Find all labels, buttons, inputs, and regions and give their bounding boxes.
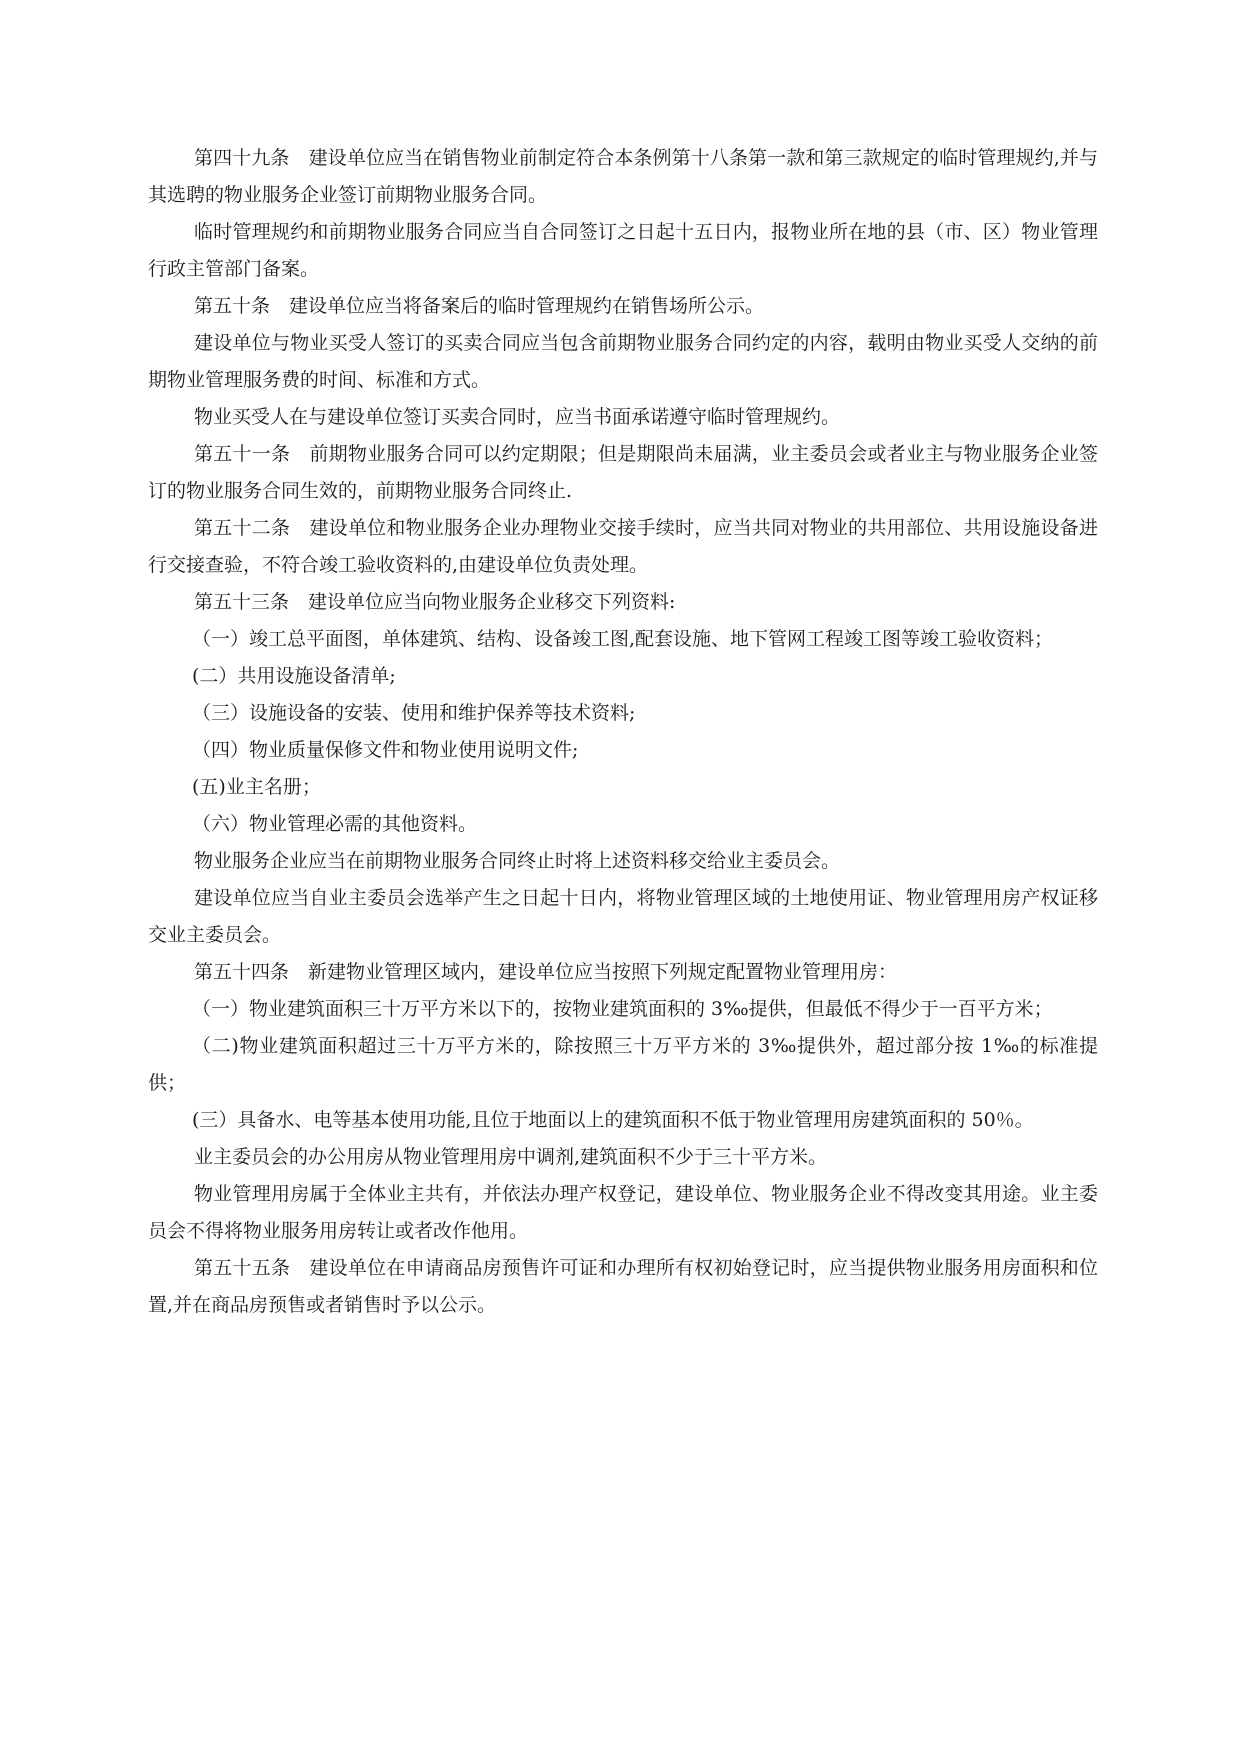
article-54: 第五十四条 新建物业管理区域内，建设单位应当按照下列规定配置物业管理用房： [194,961,898,983]
article-55: 第五十五条 建设单位在申请商品房预售许可证和办理所有权初始登记时，应当提供物业服务用房面积和位置,并在商品房预售或者销售时予以公示。 [148,1257,1098,1316]
article-53-paragraph-2: 物业服务企业应当在前期物业服务合同终止时将上述资料移交给业主委员会。 [194,850,841,872]
article-50: 第五十条 建设单位应当将备案后的临时管理规约在销售场所公示。 [194,295,765,317]
article-49: 第四十九条 建设单位应当在销售物业前制定符合本条例第十八条第一款和第三款规定的临时管理规约,并与其选聘的物业服务企业签订前期物业服务合同。 [148,147,1098,206]
article-54-paragraph-3: 物业管理用房属于全体业主共有，并依法办理产权登记，建设单位、物业服务企业不得改变其用途。业主委员会不得将物业服务用房转让或者改作他用。 [148,1183,1098,1242]
document-body [148,140,1098,1324]
article-50-paragraph-2: 建设单位与物业买受人签订的买卖合同应当包含前期物业服务合同约定的内容，载明由物业买受人交纳的前期物业管理服务费的时间、标准和方式。 [148,332,1098,391]
article-54-paragraph-2: 业主委员会的办公用房从物业管理用房中调剂,建筑面积不少于三十平方米。 [194,1146,828,1168]
article-53: 第五十三条 建设单位应当向物业服务企业移交下列资料: [194,591,676,613]
article-54-item-1: （一）物业建筑面积三十万平方米以下的，按物业建筑面积的 3‰提供，但最低不得少于一百平方米； [192,998,1053,1020]
article-52: 第五十二条 建设单位和物业服务企业办理物业交接手续时，应当共同对物业的共用部位、共用设施设备进行交接查验，不符合竣工验收资料的,由建设单位负责处理。 [148,517,1098,576]
article-53-item-6: （六）物业管理必需的其他资料。 [192,813,478,835]
article-53-item-4: （四）物业质量保修文件和物业使用说明文件; [192,739,579,761]
article-53-item-1: （一）竣工总平面图，单体建筑、结构、设备竣工图,配套设施、地下管网工程竣工图等竣工验收资料； [192,628,1054,650]
article-49-paragraph-2: 临时管理规约和前期物业服务合同应当自合同签订之日起十五日内，报物业所在地的县（市、区）物业管理行政主管部门备案。 [148,221,1098,280]
article-53-paragraph-3: 建设单位应当自业主委员会选举产生之日起十日内，将物业管理区域的土地使用证、物业管理用房产权证移交业主委员会。 [148,887,1098,946]
article-53-item-5: (五)业主名册； [192,776,321,798]
article-54-item-3: (三）具备水、电等基本使用功能,且位于地面以上的建筑面积不低于物业管理用房建筑面积的 50％。 [192,1109,1034,1131]
article-53-item-3: （三）设施设备的安装、使用和维护保养等技术资料; [192,702,636,724]
article-50-paragraph-3: 物业买受人在与建设单位签订买卖合同时，应当书面承诺遵守临时管理规约。 [194,406,841,428]
article-53-item-2: (二）共用设施设备清单; [192,665,396,687]
article-51: 第五十一条 前期物业服务合同可以约定期限；但是期限尚未届满，业主委员会或者业主与物业服务企业签订的物业服务合同生效的，前期物业服务合同终止. [148,443,1098,502]
article-54-item-2: （二)物业建筑面积超过三十万平方米的，除按照三十万平方米的 3‰提供外，超过部分按 1‰的标准提供； [148,1035,1098,1094]
